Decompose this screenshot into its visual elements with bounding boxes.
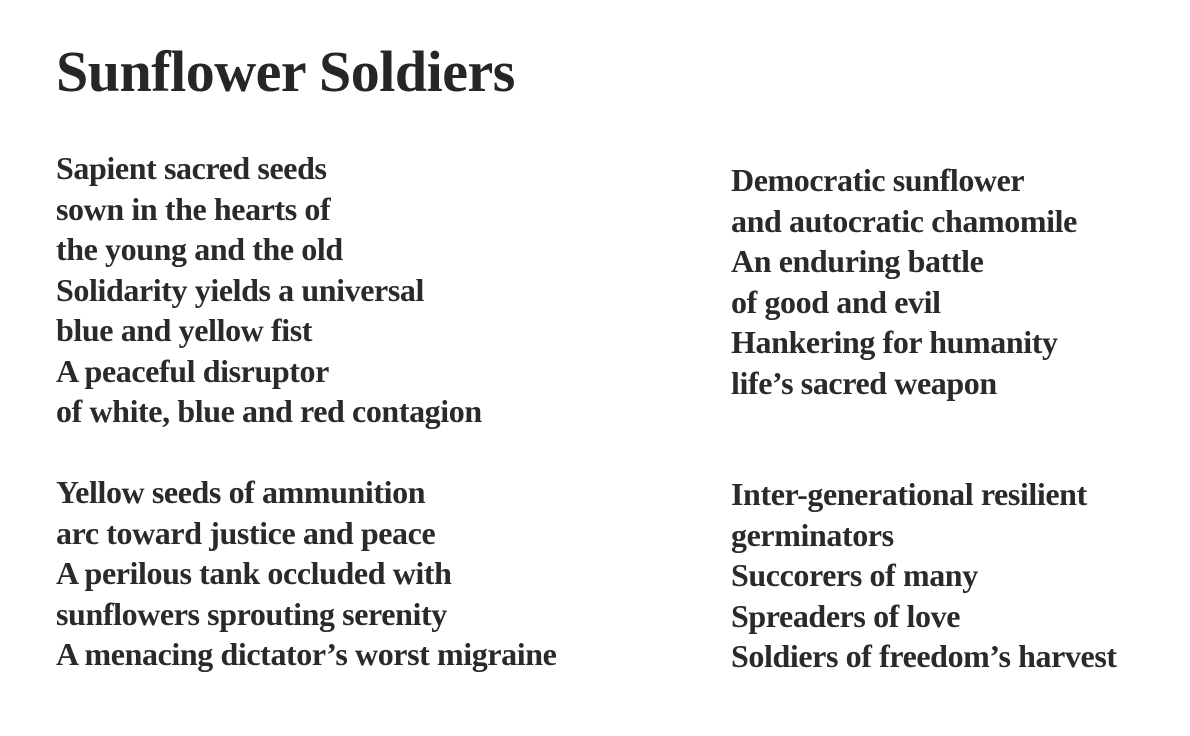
poem-line: Yellow seeds of ammunition	[56, 474, 426, 510]
poem-line: the young and the old	[56, 231, 343, 267]
poem-line: Soldiers of freedom’s harvest	[731, 638, 1117, 674]
poem-line: sunflowers sprouting serenity	[56, 595, 447, 632]
poem-line: Democratic sunflower	[731, 162, 1025, 198]
stanza-2	[56, 472, 556, 675]
poem-line: A menacing dictator’s worst migraine	[56, 636, 557, 672]
poem-line: and autocratic chamomile	[731, 202, 1077, 239]
poem-line: Sapient sacred seeds	[56, 150, 327, 186]
poem-line: life’s sacred weapon	[731, 364, 997, 401]
poem-title: Sunflower Soldiers	[56, 39, 515, 104]
poem-line: Inter-generational resilient	[731, 476, 1087, 512]
poem-line: germinators	[731, 516, 894, 553]
poem-line: of good and evil	[731, 283, 941, 320]
poem-line: arc toward justice and peace	[56, 514, 436, 551]
poem-line: Solidarity yields a universal	[56, 271, 424, 308]
poem-line: A perilous tank occluded with	[56, 555, 452, 591]
poem-line: blue and yellow fist	[56, 312, 313, 348]
stanza-3	[731, 160, 1077, 403]
poem-line: sown in the hearts of	[56, 190, 331, 227]
poem-line: Hankering for humanity	[731, 324, 1058, 360]
poem-line: An enduring battle	[731, 243, 984, 279]
poem-line: of white, blue and red contagion	[56, 393, 482, 429]
poem-line: A peaceful disruptor	[56, 352, 329, 389]
stanza-1	[56, 148, 482, 432]
stanza-4	[731, 474, 1117, 677]
poem-line: Spreaders of love	[731, 597, 961, 634]
poem-line: Succorers of many	[731, 557, 978, 593]
